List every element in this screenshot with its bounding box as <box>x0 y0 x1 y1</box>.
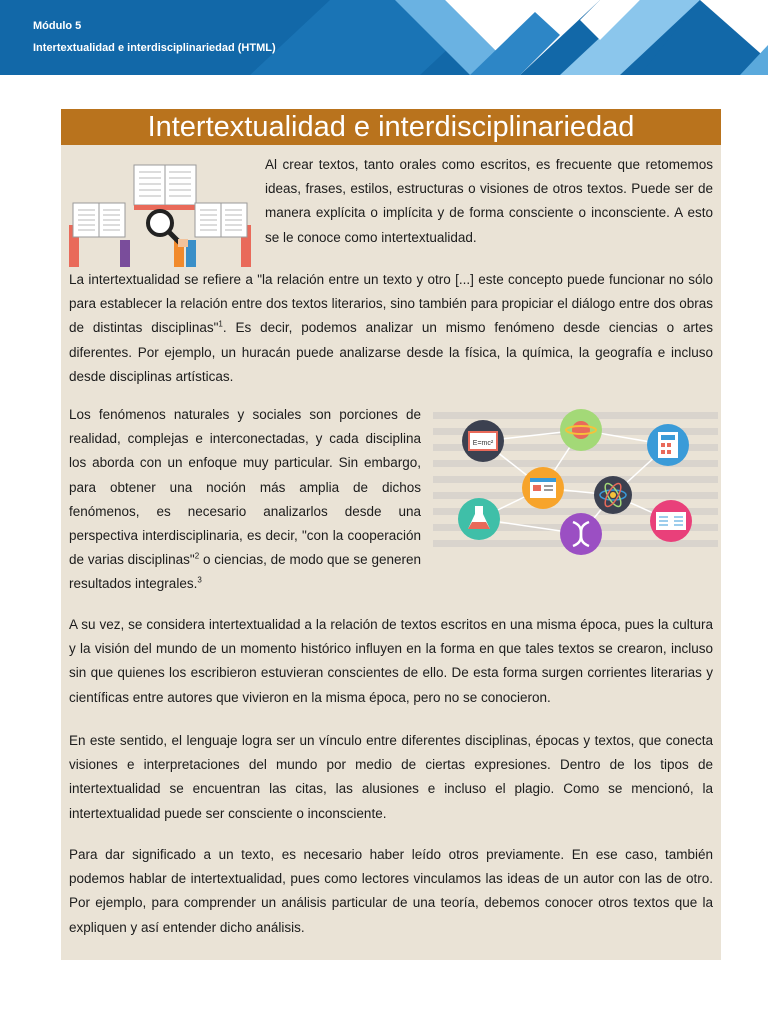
paragraph-4: A su vez, se considera intertextualidad a la relación de textos escritos en una misma época, pues la cultura y la visión del mundo de un momento histórico influyen en la forma en que tales textos se crearon, incluso sin que quienes los escribieron estuvieran conscientes de ello. De esta forma surgen corrientes literarias y científicas entre autores que vivieron en la misma época, pero no se conocieron. <box>69 617 713 705</box>
module-topic: Intertextualidad e interdisciplinariedad (HTML) <box>33 42 276 54</box>
paragraph-3-text-b: o ciencias, de modo que se generen resultados integrales. <box>69 552 421 592</box>
books-and-magnifier-icon <box>66 155 254 270</box>
module-number: Módulo 5 <box>33 20 82 32</box>
page-title: Intertextualidad e interdisciplinariedad <box>61 109 721 145</box>
banner-background <box>0 0 768 75</box>
paragraph-3-text-a: Los fenómenos naturales y sociales son porciones de realidad, complejas e interconectadas, y cada disciplina los aborda con un enfoque muy particular. Sin embargo, para obtener una noción más amplia de dichos fenómenos, es necesario analizarlos desde una perspectiva interdisciplinaria, es decir, "con la cooperación de varias disciplinas" <box>69 407 421 568</box>
formula-text: E=mc² <box>472 440 494 447</box>
paragraph-3 <box>69 403 421 597</box>
paragraph-5: En este sentido, el lenguaje logra ser un vínculo entre diferentes disciplinas, épocas y textos, que conecta visiones e interpretaciones del mundo por medio de ciertas expresiones. Dentro de los tipos de intertextualidad se encuentran las citas, las alusiones e incluso el plagio. Como se mencionó, la intertextualidad puede ser consciente o inconsciente. <box>69 733 713 821</box>
connected-disciplines-icon <box>433 408 718 560</box>
module-header-banner <box>0 0 768 75</box>
footnote-ref-2[interactable]: 2 <box>194 551 200 561</box>
footnote-ref-1[interactable]: 1 <box>218 319 223 329</box>
paragraph-2-text-b: . Es decir, podemos analizar un mismo fenómeno desde ciencias o artes diferentes. Por ejemplo, un huracán puede analizarse desde la física, la química, la geografía e incluso desde disciplinas artísticas. <box>69 320 713 384</box>
paragraph-2-text-a: La intertextualidad se refiere a "la relación entre un texto y otro [...] este concepto puede funcionar no sólo para establecer la relación entre dos textos literarios, sino también para propiciar el diálogo entre dos obras de distintas disciplinas" <box>69 272 713 336</box>
paragraph-6: Para dar significado a un texto, es necesario haber leído otros previamente. En ese caso, también podemos hablar de intertextualidad, pues como lectores vinculamos las ideas de un autor con las de otro. Por ejemplo, para comprender un análisis particular de una teoría, debemos conocer otros textos que la expliquen y así entender dicho análisis. <box>69 847 713 935</box>
paragraph-2 <box>69 268 713 389</box>
paragraph-1: Al crear textos, tanto orales como escritos, es frecuente que retomemos ideas, frases, estilos, estructuras o visiones de otros textos. Puede ser de manera explícita o implícita y de forma consciente o inconsciente. A esto se le conoce como intertextualidad. <box>265 157 713 245</box>
footnote-ref-3[interactable]: 3 <box>197 575 202 585</box>
